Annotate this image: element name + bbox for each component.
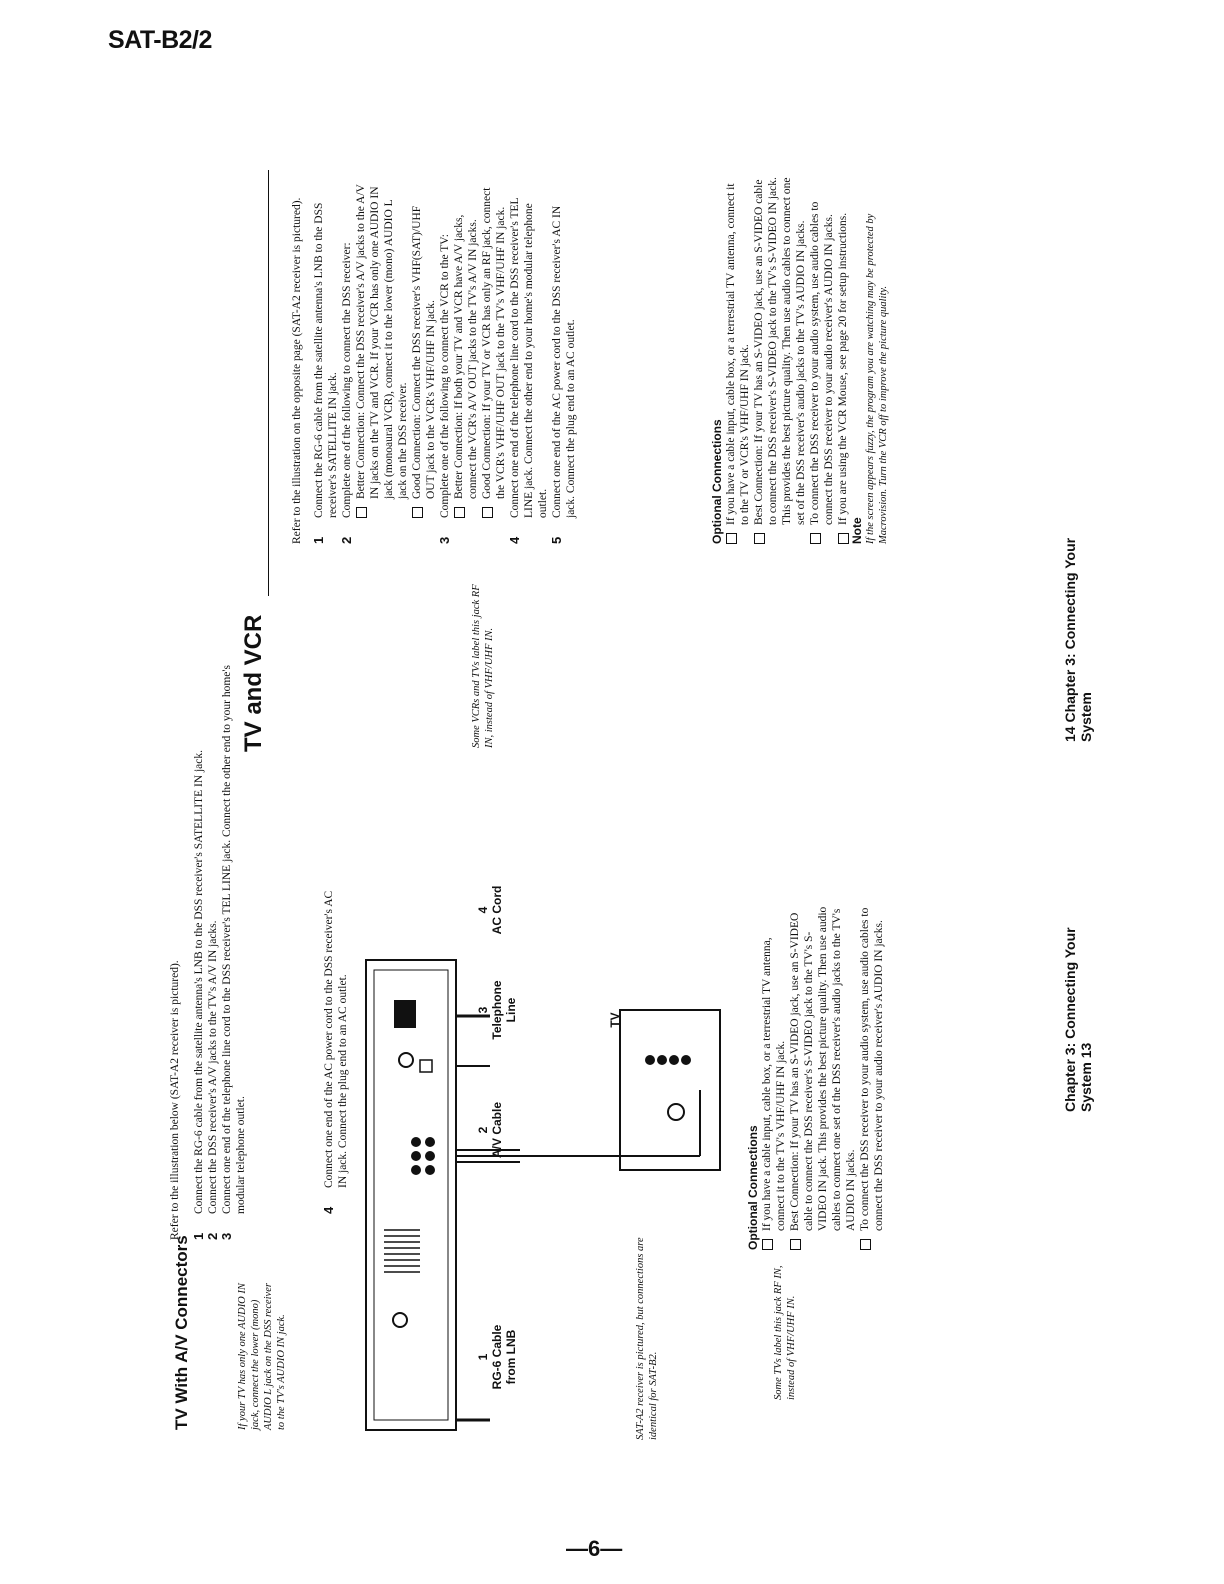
checkbox-bullet-icon [356,507,367,518]
right-instructions [290,184,578,544]
step-text: Connect one end of the telephone line cord to the DSS receiver's TEL LINE jack. Connect the other end to your home's modular telephone outlet. [509,197,549,518]
step-number: 1 [311,536,326,544]
left-step [192,640,206,1240]
step-number: 2 [205,1232,220,1240]
optional-text: If you have a cable input, cable box, or a terrestrial TV antenna, connect it to the TV's VHF/UHF IN jack. [761,937,787,1231]
step-number: 2 [339,536,354,544]
left-page-title: TV With A/V Connectors [172,1235,191,1430]
step-text: Connect the RG-6 cable from the satellite antenna's LNB to the DSS receiver's SATELLITE IN jack. [193,749,205,1214]
left-sidenote-sat: SAT-A2 receiver is pictured, but connections are identical for SAT-B2. [635,1237,659,1440]
optional-item [760,905,788,1250]
right-substep [354,184,410,518]
substep-text: Good Connection: Connect the DSS receiver's VHF(SAT)/UHF OUT jack to the VCR's VHF/UHF IN jack. [411,205,437,499]
title-rule [268,170,269,596]
left-optional-title: Optional Connections [746,1125,760,1250]
substep-text: Better Connection: If both your TV and VCR have A/V jacks, connect the VCR's A/V OUT jacks to the TV's A/V IN jacks. [453,214,479,499]
left-step [322,884,350,1214]
right-substep [410,184,438,518]
left-optional-connections [746,905,886,1250]
optional-item [808,174,836,544]
optional-text: If you have a cable input, cable box, or a terrestrial TV antenna, connect it to the TV or VCR's VHF/UHF IN jack. [725,183,751,525]
checkbox-bullet-icon [412,507,423,518]
right-step [340,184,354,544]
step-text: Connect one end of the AC power cord to the DSS receiver's AC IN jack. Connect the plug end to an AC outlet. [551,205,577,518]
checkbox-bullet-icon [860,1239,871,1250]
note-text: If the screen appears fuzzy, the program you are watching may be protected by Macrovision. Turn the VCR off to improve the picture quality. [865,213,889,544]
substep-text: Better Connection: Connect the DSS receiver's A/V jacks to the A/V IN jacks on the TV and VCR. If your VCR has only one AUDIO IN jack (monoaural VCR), connect it to the lower (mono) AUDIO L jack on the DSS receiver. [355,184,409,499]
checkbox-bullet-icon [754,533,765,544]
right-step [438,184,452,544]
checkbox-bullet-icon [726,533,737,544]
step-text: Complete one of the following to connect the VCR to the TV: [439,234,451,518]
step-text: Connect one end of the telephone line cord to the DSS receiver's TEL LINE jack. Connect the other end to your home's modular telephone outlet. [221,665,247,1214]
right-step [312,184,340,544]
right-substep [452,184,480,518]
optional-item [836,174,850,544]
optional-text: Best Connection: If your TV has an S-VIDEO jack, use an S-VIDEO cable to connect the DSS receiver's S-VIDEO jack to the TV's S-VIDEO IN jack. This provides the best picture quality. Then use audio cables to connect one set of the DSS receiver's audio jacks to the TV's AUDIO IN jacks. [753,177,807,525]
tv-back-panel [620,1010,720,1170]
connection-diagram [360,900,740,1460]
checkbox-bullet-icon [838,533,849,544]
right-intro: Refer to the illustration on the opposite page (SAT-A2 receiver is pictured). [291,197,303,544]
left-step [206,640,220,1240]
right-substep [480,184,508,518]
optional-text: If you are using the VCR Mouse, see page 20 for setup instructions. [837,212,849,525]
step-text: Complete one of the following to connect the DSS receiver: [341,242,353,518]
step-number: 5 [549,536,564,544]
right-optional-connections [710,174,890,544]
step-number: 1 [191,1232,206,1240]
step-number: 3 [437,536,452,544]
optional-item [724,174,752,544]
diagram-label-rg6: 1 RG-6 Cable from LNB [476,1324,518,1390]
left-step-4 [322,884,350,1214]
optional-item [858,905,886,1250]
right-page-title: TV and VCR [240,614,267,752]
diagram-label-tel: 3 Telephone Line [476,980,518,1040]
step-number: 4 [507,536,522,544]
right-step [550,184,578,544]
right-step [508,184,550,544]
dss-receiver [366,960,456,1430]
optional-text: To connect the DSS receiver to your audio system, use audio cables to connect the DSS receiver to your audio receiver's AUDIO IN jacks. [809,201,835,525]
checkbox-bullet-icon [482,507,493,518]
left-instructions [168,640,248,1240]
diagram-label-tv: TV [608,1012,622,1028]
right-page-footer: 14 Chapter 3: Connecting Your System [1062,537,1094,742]
checkbox-bullet-icon [454,507,465,518]
step-text: Connect one end of the AC power cord to the DSS receiver's AC IN jack. Connect the plug end to an AC outlet. [323,890,349,1188]
page-number: —6— [566,1536,623,1561]
substep-text: Good Connection: If your TV or VCR has only an RF jack, connect the VCR's VHF/UHF OUT jack to the TV's VHF/UHF IN jack. [481,187,507,499]
left-sidenote-rf: Some TVs label this jack RF IN, instead of VHF/UHF IN. [773,1265,797,1400]
optional-text: Best Connection: If your TV has an S-VIDEO jack, use an S-VIDEO cable to connect the DSS receiver's S-VIDEO jack to the TV's S-VIDEO IN jack. This provides the best picture quality. Then use audio cables to connect one set of the DSS receiver's audio jacks to the TV's AUDIO IN jacks. [789,906,857,1231]
checkbox-bullet-icon [810,533,821,544]
note-title: Note [850,517,864,544]
optional-item [788,905,858,1250]
left-sidenote-audio: If your TV has only one AUDIO IN jack, connect the lower (mono) AUDIO L jack on the DSS receiver to the TV's AUDIO IN jack. [237,1283,287,1430]
right-optional-title: Optional Connections [710,419,724,544]
step-number: 3 [219,1232,234,1240]
step-text: Connect the RG-6 cable from the satellite antenna's LNB to the DSS receiver's SATELLITE IN jack. [313,202,339,518]
diagram-label-av: 2 A/V Cable [476,1102,504,1159]
left-page-footer: Chapter 3: Connecting Your System 13 [1062,927,1094,1112]
step-text: Connect the DSS receiver's A/V jacks to the TV's A/V IN jacks. [207,920,219,1214]
right-sidenote-rf: Some VCRs and TVs label this jack RF IN, instead of VHF/UHF IN. [471,584,495,748]
diagram-label-ac: 4 AC Cord [476,885,504,935]
optional-item [752,174,808,544]
step-number: 4 [321,1206,336,1214]
page-header-model: SAT-B2/2 [108,26,212,54]
optional-text: To connect the DSS receiver to your audio system, use audio cables to connect the DSS receiver to your audio receiver's AUDIO IN jacks. [859,907,885,1231]
left-intro: Refer to the illustration below (SAT-A2 receiver is pictured). [169,960,181,1240]
